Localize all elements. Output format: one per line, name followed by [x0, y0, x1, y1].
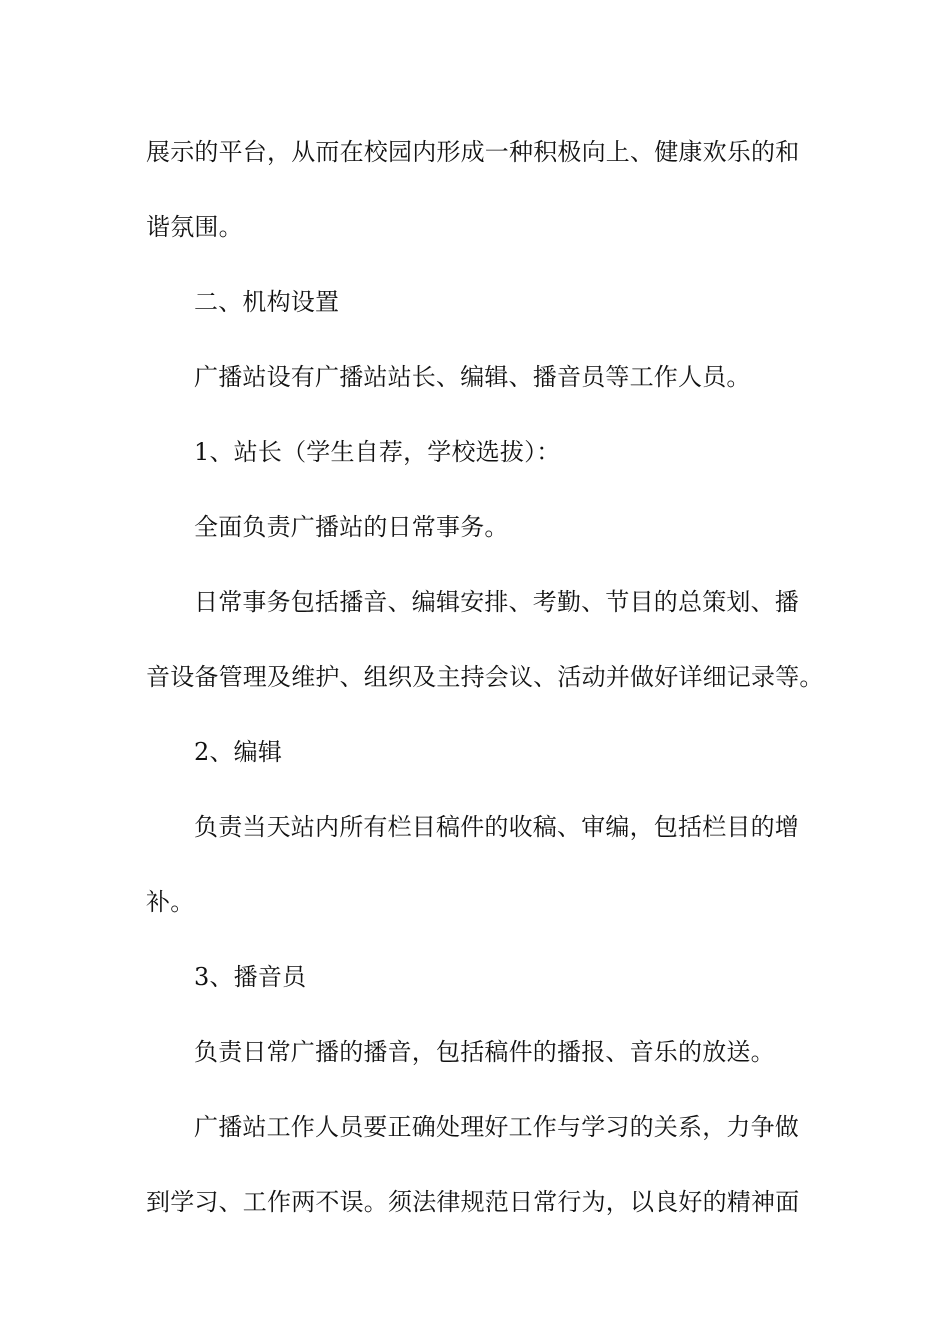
paragraph-line: 广播站工作人员要正确处理好工作与学习的关系，力争做	[194, 1113, 799, 1141]
section-heading: 二、机构设置	[194, 288, 340, 316]
subsection-heading: 2、编辑	[194, 738, 283, 766]
paragraph-line: 谐氛围。	[146, 213, 243, 241]
paragraph-line: 日常事务包括播音、编辑安排、考勤、节目的总策划、播	[194, 588, 799, 616]
paragraph-line: 负责当天站内所有栏目稿件的收稿、审编，包括栏目的增	[194, 813, 799, 841]
paragraph-line: 展示的平台，从而在校园内形成一种积极向上、健康欢乐的和	[146, 138, 800, 166]
paragraph-line: 补。	[146, 888, 195, 916]
subsection-heading: 1、站长（学生自荐，学校选拔）：	[194, 438, 561, 466]
paragraph-line: 全面负责广播站的日常事务。	[194, 513, 509, 541]
paragraph-line: 广播站设有广播站站长、编辑、播音员等工作人员。	[194, 363, 751, 391]
paragraph-line: 负责日常广播的播音，包括稿件的播报、音乐的放送。	[194, 1038, 775, 1066]
subsection-heading: 3、播音员	[194, 963, 307, 991]
paragraph-line: 到学习、工作两不误。须法律规范日常行为，以良好的精神面	[146, 1188, 800, 1216]
paragraph-line: 音设备管理及维护、组织及主持会议、活动并做好详细记录等。	[146, 663, 824, 691]
